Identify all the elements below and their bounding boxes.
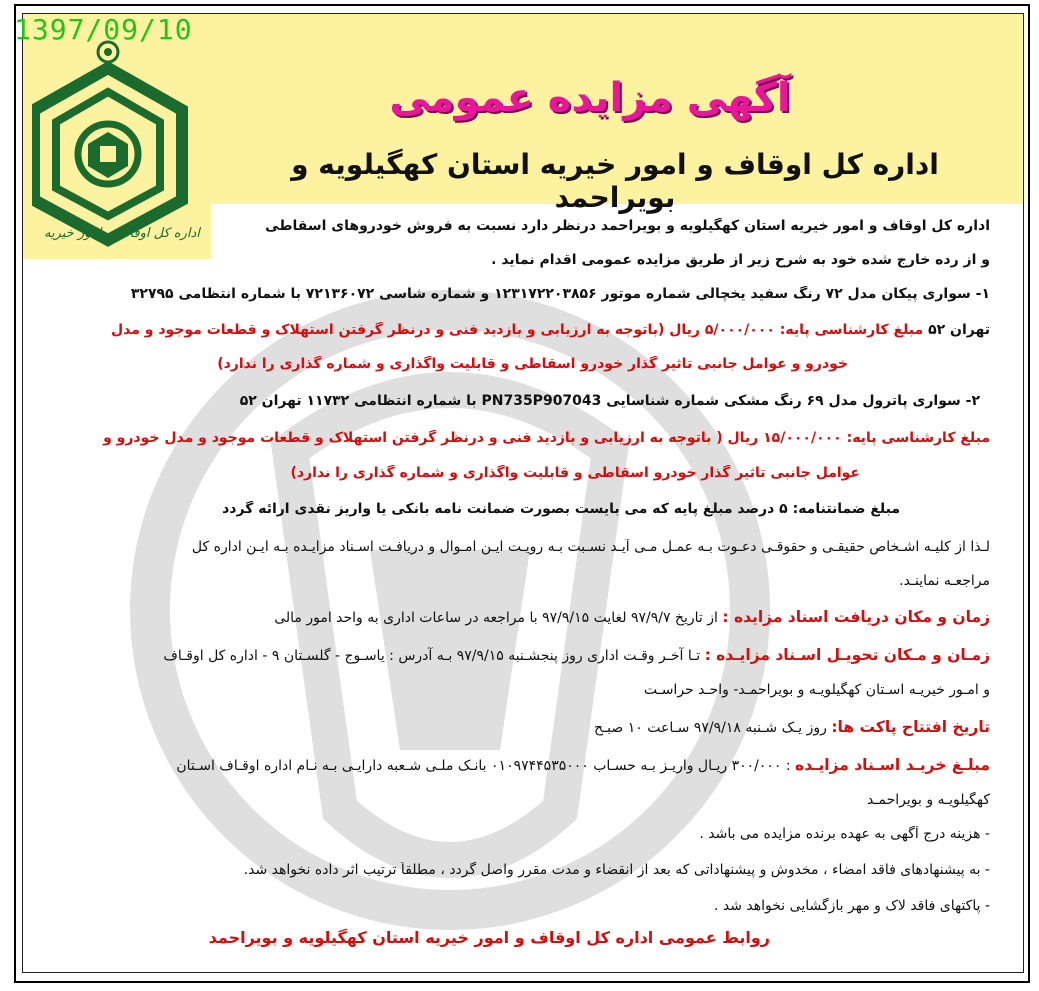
notice-subtitle: اداره کل اوقاف و امور خیریه استان کهگیلویه و بویراحمد: [291, 148, 939, 214]
docs-receive-label: زمان و مکان دریافت اسناد مزایده :: [722, 608, 990, 626]
note-item: - به پیشنهادهای فاقد امضاء ، مخدوش و پیشنهاداتی که بعد از انقضاء و مدت مقرر واصل گردد ، مطلقاً ترتیب اثر داده نخواهد شد.: [243, 862, 990, 878]
invite-line-1: لـذا از کلیـه اشـخاص حقیقـی و حقوقـی دعـوت بـه عمـل مـی آیـد نسـبت بـه رویـت ایـن امـوال و دریافـت اسـناد مزایـده بـه ایـن اداره کل: [191, 539, 990, 555]
docs-deliver-line-2: و امـور خیریـه اسـتان کهگیلویـه و بویراحمـد- واحـد حراسـت: [643, 682, 990, 698]
docs-deliver-text: تـا آخـر وقـت اداری روز پنجشـنبه ۹۷/۹/۱۵ بـه آدرس : یاسـوج - گلسـتان ۹ - اداره کل اوقـاف: [163, 648, 705, 664]
purchase-line: [40, 756, 990, 774]
awqaf-logo: [32, 40, 200, 252]
docs-receive-line: [40, 608, 990, 626]
guarantee-line: مبلغ ضمانتنامه: ۵ درصد مبلغ پایه که می بایست بصورت ضمانت نامه بانکی یا واریز نقدی ارائه گردد: [222, 501, 900, 517]
invite-line-2: مراجعـه نماینـد.: [899, 573, 990, 589]
note-item: - پاکتهای فاقد لاک و مهر بازگشایی نخواهد شد .: [713, 898, 990, 914]
item1-line-1: ۱- سواری پیکان مدل ۷۲ رنگ سفید یخچالی شماره موتور ۱۲۳۱۷۲۲۰۳۸۵۶ و شماره شاسی ۷۲۱۳۶۰۷۲ با شماره انتظامی ۳۲۷۹۵: [130, 286, 990, 302]
opening-text: روز یـک شـنبه ۹۷/۹/۱۸ سـاعت ۱۰ صبـح: [594, 720, 832, 736]
note-item: - هزینه درج آگهی به عهده برنده مزایده می باشد .: [699, 826, 990, 842]
item2-line-1: ۲- سواری پاترول مدل ۶۹ رنگ مشکی شماره شناسایی PN735P907043 با شماره انتظامی ۱۱۷۳۲ تهران ۵۲: [239, 393, 980, 409]
purchase-label: مبلـغ خریـد اسـناد مزایـده: [795, 756, 990, 774]
docs-receive-text: از تاریخ ۹۷/۹/۷ لغایت ۹۷/۹/۱۵ با مراجعه در ساعات اداری به واحد امور مالی: [274, 610, 723, 626]
item2-line-2: مبلغ کارشناسی پایه: ۱۵/۰۰۰/۰۰۰ ریال ( باتوجه به ارزیابی و بازدید فنی و درنظر گرفتن استهلاک و قطعات موجود و مدل خودرو و: [103, 430, 990, 446]
item1-line-2: [40, 322, 990, 338]
date-stamp: 1397/09/10: [14, 13, 193, 46]
docs-deliver-label: زمـان و مـکان تحویـل اسـناد مزایـده :: [704, 646, 990, 664]
logo-caption: اداره کل اوقاف و امور خیریه: [44, 226, 200, 241]
item1-price: مبلغ کارشناسی پایه: ۵/۰۰۰/۰۰۰ ریال (باتوجه به ارزیابی و بازدید فنی و درنظر گرفتن استهلاک و قطعات موجود و مدل: [110, 322, 924, 338]
footer-signature: روابط عمومی اداره کل اوقاف و امور خیریه استان کهگیلویه و بویراحمد: [208, 928, 770, 947]
item2-line-3: عوامل جانبی تاثیر گذار خودرو اسقاطی و قابلیت واگذاری و شماره گذاری را ندارد): [290, 465, 860, 481]
purchase-text: : ۳۰۰/۰۰۰ ریـال واریـز بـه حسـاب ۰۱۰۹۷۴۴۵۳۵۰۰۰ بانـک ملـی شـعبه دارایـی بـه نـام اداره اوقـاف اسـتان: [176, 758, 796, 774]
intro-line-1: اداره کل اوقاف و امور خیریه استان کهگیلویه و بویراحمد درنظر دارد نسبت به فروش خودروهای اسقاطی: [265, 218, 990, 234]
opening-line: [40, 718, 990, 736]
item1-line-3: خودرو و عوامل جانبی تاثیر گذار خودرو اسقاطی و قابلیت واگذاری و شماره گذاری را ندارد): [217, 356, 848, 372]
opening-label: تاریخ افتتاح پاکت ها:: [831, 718, 990, 736]
item1-plate: تهران ۵۲: [928, 322, 990, 338]
purchase-line-2: کهگیلویـه و بویراحمـد: [867, 792, 990, 808]
docs-deliver-line: [40, 646, 990, 664]
notice-title: آگهی مزایده عمومی: [389, 75, 791, 121]
intro-line-2: و از رده خارج شده خود به شرح زیر از طریق مزایده عمومی اقدام نماید .: [491, 252, 990, 268]
